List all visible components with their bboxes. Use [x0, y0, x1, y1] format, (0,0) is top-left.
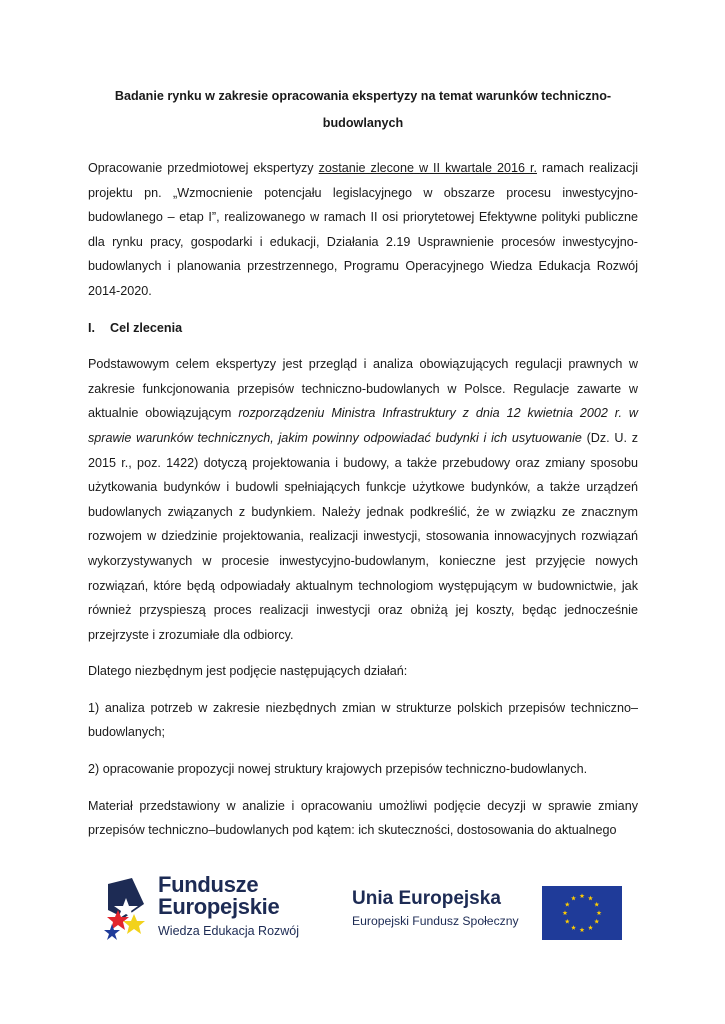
- goal-text-1: Podstawowym celem ekspertyzy jest przegląd i analiza obowiązujących regulacji prawnych w zakresie funkcjonowania przepisów techniczno-budowlanych w Polsce. Regulacje zawarte w aktualnie obowiązującym: [88, 357, 638, 421]
- regulation-title: rozporządzeniu Ministra Infrastruktury z dnia 12 kwietnia 2002 r. w sprawie warunków technicznych, jakim powinny odpowiadać budynki i ich usytuowanie: [88, 406, 638, 445]
- ue-line-2: Europejski Fundusz Społeczny: [352, 914, 519, 928]
- title-line-2: budowlanych: [322, 116, 404, 130]
- material-paragraph: Materiał przedstawiony w analizie i opracowaniu umożliwi podjęcie decyzji w sprawie zmiany przepisów techniczno–budowlanych pod kątem: ich skuteczności, dostosowania do aktualnego: [88, 798, 638, 838]
- document-title: [88, 83, 638, 137]
- fe-text-block: [158, 874, 299, 938]
- intro-text-1: Opracowanie przedmiotowej ekspertyzy: [88, 161, 319, 175]
- list-item-1: 1) analiza potrzeb w zakresie niezbędnych zmian w strukturze polskich przepisów techniczno–budowlanych;: [88, 700, 638, 740]
- goal-paragraph: [88, 352, 638, 647]
- document-body: [88, 156, 638, 855]
- section-number: I.: [88, 320, 95, 335]
- actions-intro: Dlatego niezbędnym jest podjęcie następujących działań:: [88, 664, 408, 679]
- fundusze-europejskie-logo: [104, 874, 304, 946]
- eu-flag-icon: [542, 886, 622, 940]
- fe-line-1: Fundusze: [158, 872, 259, 897]
- unia-europejska-logo: [352, 888, 519, 928]
- goal-text-2: (Dz. U. z 2015 r., poz. 1422) dotyczą projektowania i budowy, a także przebudowy oraz zmiany sposobu użytkowania budynków i budowli spełniających funkcje użytkowe budynków, a także urządzeń budowlanych związanych z budynkiem. Należy jednak podkreślić, że w związku ze znacznym rozwojem w dziedzinie projektowania, realizacji inwestycji, stosowania innowacyjnych rozwiązań wykorzystywanych w procesie inwestycyjno-budowlanym, konieczne jest przyjęcie nowych rozwiązań, które będą odpowiadały aktualnym technologiom występującym w budownictwie, jak również przyspieszą proces realizacji inwestycji oraz obniżą jej koszty, będąc jednocześnie przejrzyste i zrozumiałe dla odbiorcy.: [88, 430, 638, 642]
- list-item-2: 2) opracowanie propozycji nowej struktury krajowych przepisów techniczno-budowlanych.: [88, 762, 588, 777]
- intro-text-2: ramach realizacji projektu pn. „Wzmocnienie potencjału legislacyjnego w obszarze procesu inwestycyjno-budowlanego – etap I”, realizowanego w ramach II osi priorytetowej Efektywne polityki publiczne dla rynku pracy, gospodarki i edukacji, Działania 2.19 Usprawnienie procesów inwestycyjno-budowlanych i planowania przestrzennego, Programu Operacyjnego Wiedza Edukacja Rozwój 2014-2020.: [88, 161, 639, 298]
- fe-line-3: Wiedza Edukacja Rozwój: [158, 924, 300, 938]
- fe-stars-icon: [104, 874, 154, 946]
- ue-line-1: Unia Europejska: [352, 888, 501, 909]
- title-line-1: Badanie rynku w zakresie opracowania ekspertyzy na temat warunków techniczno-: [114, 89, 612, 103]
- fe-line-2: Europejskie: [158, 894, 280, 919]
- intro-paragraph: [88, 156, 638, 304]
- section-title: Cel zlecenia: [110, 320, 183, 335]
- section-heading: [88, 316, 638, 341]
- intro-underlined-date: zostanie zlecone w II kwartale 2016 r.: [318, 161, 537, 175]
